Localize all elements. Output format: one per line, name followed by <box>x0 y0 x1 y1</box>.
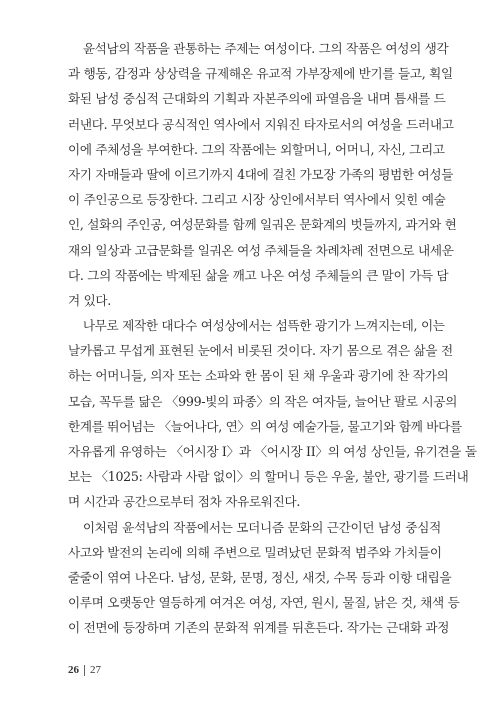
text-line: 다. 그의 작품에는 박제된 삶을 깨고 나온 여성 주체들의 큰 말이 가득 담 <box>68 267 449 283</box>
text-line: 이에 주체성을 부여한다. 그의 작품에는 외할머니, 어머니, 자신, 그리고 <box>68 141 445 157</box>
text-line: 러낸다. 무엇보다 공식적인 역사에서 지워진 타자로서의 여성을 드러내고 <box>68 116 454 132</box>
text-line: 자유롭게 유영하는 〈어시장 I〉과 〈어시장 II〉의 여성 상인들, 유기견을 돌 <box>68 444 477 459</box>
text-line: 자기 자매들과 딸에 이르기까지 4대에 걸친 가모장 가족의 평범한 여성들 <box>68 166 454 182</box>
text-line: 이루며 오랫동안 열등하게 여겨온 여성, 자연, 원시, 물질, 낡은 것, 채색 등 <box>68 595 460 611</box>
text-line: 날카롭고 무섭게 표현된 눈에서 비롯된 것이다. 자기 몸으로 겪은 삶을 전 <box>68 343 453 359</box>
page-number-footer <box>68 664 101 676</box>
text-line: 모습, 꼭두를 닮은 〈999-빛의 파종〉의 작은 여자들, 늘어난 팔로 시공의 <box>68 393 458 409</box>
text-line: 윤석남의 작품을 관통하는 주제는 여성이다. 그의 작품은 여성의 생각 <box>68 41 449 56</box>
text-line: 재의 일상과 고급문화를 일궈온 여성 주체들을 차례차례 전면으로 내세운 <box>68 242 454 258</box>
text-line: 인, 설화의 주인공, 여성문화를 함께 일궈온 문화계의 벗들까지, 과거와 현 <box>68 217 457 233</box>
text-line: 겨 있다. <box>68 292 112 308</box>
body-text <box>68 36 477 641</box>
text-line: 사고와 발전의 논리에 의해 주변으로 밀려났던 문화적 범주와 가치들이 <box>68 544 442 560</box>
text-line: 화된 남성 중심적 근대화의 기획과 자본주의에 파열음을 내며 틈새를 드 <box>68 91 446 107</box>
text-line: 하는 어머니들, 의자 또는 소파와 한 몸이 된 채 우울과 광기에 찬 작가의 <box>68 368 449 384</box>
text-line: 이 주인공으로 등장한다. 그리고 시장 상인에서부터 역사에서 잊힌 예술 <box>68 192 446 208</box>
text-line: 나무로 제작한 대다수 여성상에서는 섬뜩한 광기가 느껴지는데, 이는 <box>68 318 445 334</box>
page-number-next: 27 <box>90 664 101 676</box>
paragraph-1 <box>68 36 457 313</box>
text-line: 이 전면에 등장하며 기존의 문화적 위계를 뒤흔든다. 작가는 근대화 과정 <box>68 620 450 636</box>
text-line: 과 행동, 감정과 상상력을 규제해온 유교적 가부장제에 반기를 들고, 획일 <box>68 66 453 82</box>
text-line: 한계를 뛰어넘는 〈늘어나다, 연〉의 여성 예술가들, 물고기와 함께 바다를 <box>68 418 462 434</box>
page-number-current: 26 <box>68 664 79 676</box>
paragraph-3 <box>68 515 460 641</box>
text-line: 이처럼 윤석남의 작품에서는 모더니즘 문화의 근간이던 남성 중심적 <box>68 519 441 535</box>
page-number-divider <box>84 665 85 676</box>
text-line: 줄줄이 엮여 나온다. 남성, 문화, 문명, 정신, 새것, 수목 등과 이항 대립을 <box>68 569 452 585</box>
text-line: 보는 〈1025: 사람과 사람 없이〉의 할머니 등은 우울, 불안, 광기를 드러내 <box>68 469 469 485</box>
text-line: 며 시간과 공간으로부터 점차 자유로워진다. <box>68 494 301 510</box>
paragraph-2 <box>68 313 477 515</box>
